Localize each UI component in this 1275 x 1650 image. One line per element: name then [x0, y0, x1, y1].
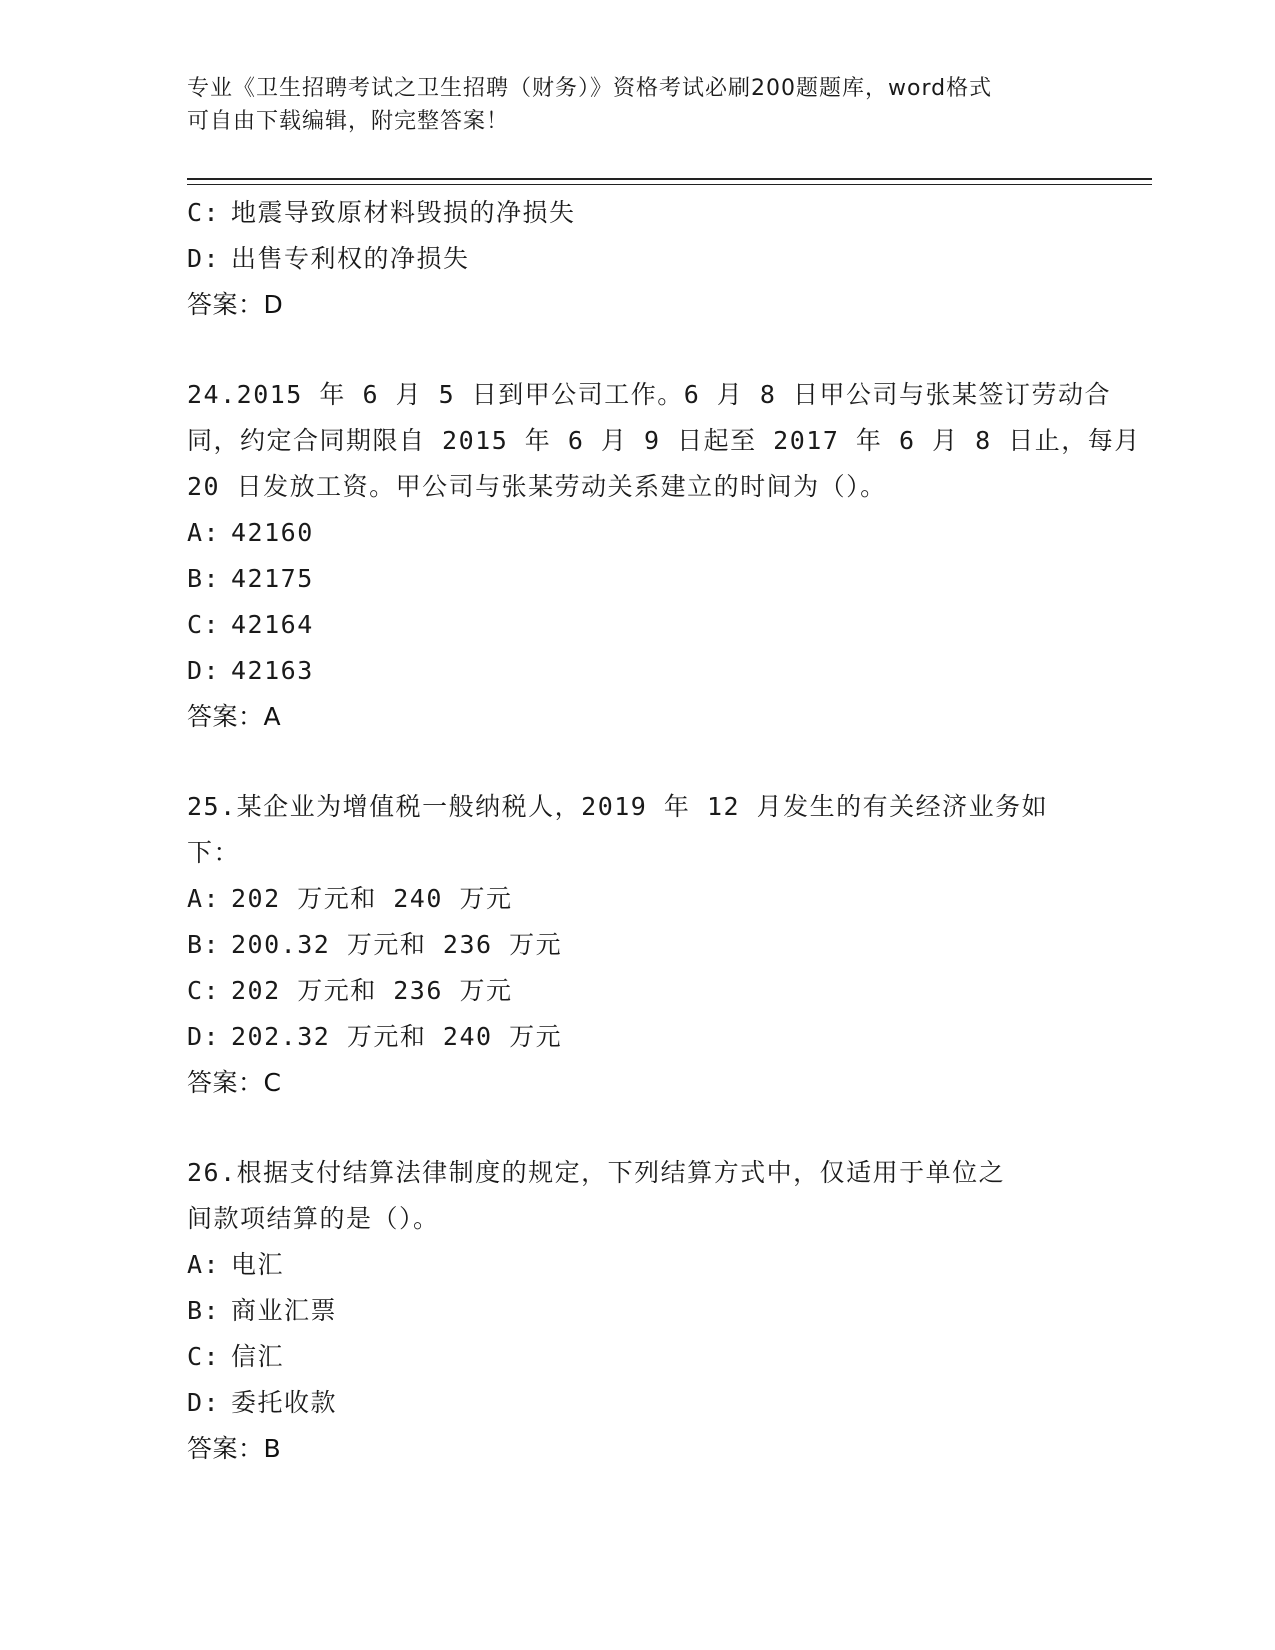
- option-text: 商业汇票: [231, 1296, 338, 1325]
- option-text: 出售专利权的净损失: [231, 244, 470, 273]
- option-text: 202 万元和 240 万元: [231, 884, 513, 913]
- option-a: [187, 876, 1087, 922]
- option-text: 202.32 万元和 240 万元: [231, 1022, 563, 1051]
- option-c: [187, 602, 1087, 648]
- previous-question-tail: [187, 190, 1087, 328]
- option-text: 电汇: [231, 1250, 285, 1279]
- answer-line: 答案：B: [187, 1434, 282, 1463]
- answer-line: 答案：C: [187, 1068, 282, 1097]
- option-text: 42164: [231, 610, 314, 639]
- option-d: [187, 1380, 1087, 1426]
- option-text: 42163: [231, 656, 314, 685]
- question-text-line: 25.某企业为增值税一般纳税人，2019 年 12 月发生的有关经济业务如: [187, 792, 1049, 821]
- option-text: 200.32 万元和 236 万元: [231, 930, 563, 959]
- option-b: [187, 922, 1087, 968]
- question-text-line: 20 日发放工资。甲公司与张某劳动关系建立的时间为（）。: [187, 472, 887, 501]
- question-24: [187, 372, 1141, 740]
- option-a: [187, 1242, 1087, 1288]
- option-letter: A:: [187, 884, 221, 913]
- option-text: 委托收款: [231, 1388, 338, 1417]
- option-letter: B:: [187, 1296, 221, 1325]
- option-letter: D:: [187, 656, 221, 685]
- option-b: [187, 1288, 1087, 1334]
- question-text-line: 下：: [187, 838, 241, 867]
- question-25: [187, 784, 1087, 1106]
- option-letter: A:: [187, 518, 221, 547]
- header-divider-thick: [187, 178, 1152, 180]
- option-d: [187, 1014, 1087, 1060]
- question-text-line: 26.根据支付结算法律制度的规定，下列结算方式中，仅适用于单位之: [187, 1158, 1006, 1187]
- option-letter: B:: [187, 930, 221, 959]
- option-a: [187, 510, 1087, 556]
- option-text: 202 万元和 236 万元: [231, 976, 513, 1005]
- option-c: [187, 190, 1087, 236]
- option-c: [187, 1334, 1087, 1380]
- header-line-1: 专业《卫生招聘考试之卫生招聘（财务）》资格考试必刷200题题库，word格式: [187, 76, 993, 101]
- option-c: [187, 968, 1087, 1014]
- answer-line: 答案：D: [187, 290, 284, 319]
- answer-line: 答案：A: [187, 702, 282, 731]
- option-letter: C:: [187, 198, 221, 227]
- question-text-line: 间款项结算的是（）。: [187, 1204, 440, 1233]
- document-header: [187, 72, 1067, 138]
- option-text: 信汇: [231, 1342, 285, 1371]
- question-text-line: 24.2015 年 6 月 5 日到甲公司工作。6 月 8 日甲公司与张某签订劳动合: [187, 380, 1111, 409]
- question-list: [187, 190, 1141, 1472]
- option-letter: C:: [187, 976, 221, 1005]
- option-text: 地震导致原材料毁损的净损失: [231, 198, 576, 227]
- option-letter: B:: [187, 564, 221, 593]
- option-b: [187, 556, 1087, 602]
- option-letter: C:: [187, 1342, 221, 1371]
- option-letter: C:: [187, 610, 221, 639]
- option-letter: D:: [187, 1022, 221, 1051]
- question-26: [187, 1150, 1087, 1472]
- header-line-2: 可自由下载编辑，附完整答案！: [187, 109, 510, 134]
- question-text-line: 同，约定合同期限自 2015 年 6 月 9 日起至 2017 年 6 月 8 日止，每月: [187, 426, 1141, 455]
- option-letter: D:: [187, 1388, 221, 1417]
- option-letter: A:: [187, 1250, 221, 1279]
- option-d: [187, 236, 1087, 282]
- option-text: 42175: [231, 564, 314, 593]
- header-divider-thin: [187, 184, 1152, 185]
- option-text: 42160: [231, 518, 314, 547]
- option-d: [187, 648, 1087, 694]
- option-letter: D:: [187, 244, 221, 273]
